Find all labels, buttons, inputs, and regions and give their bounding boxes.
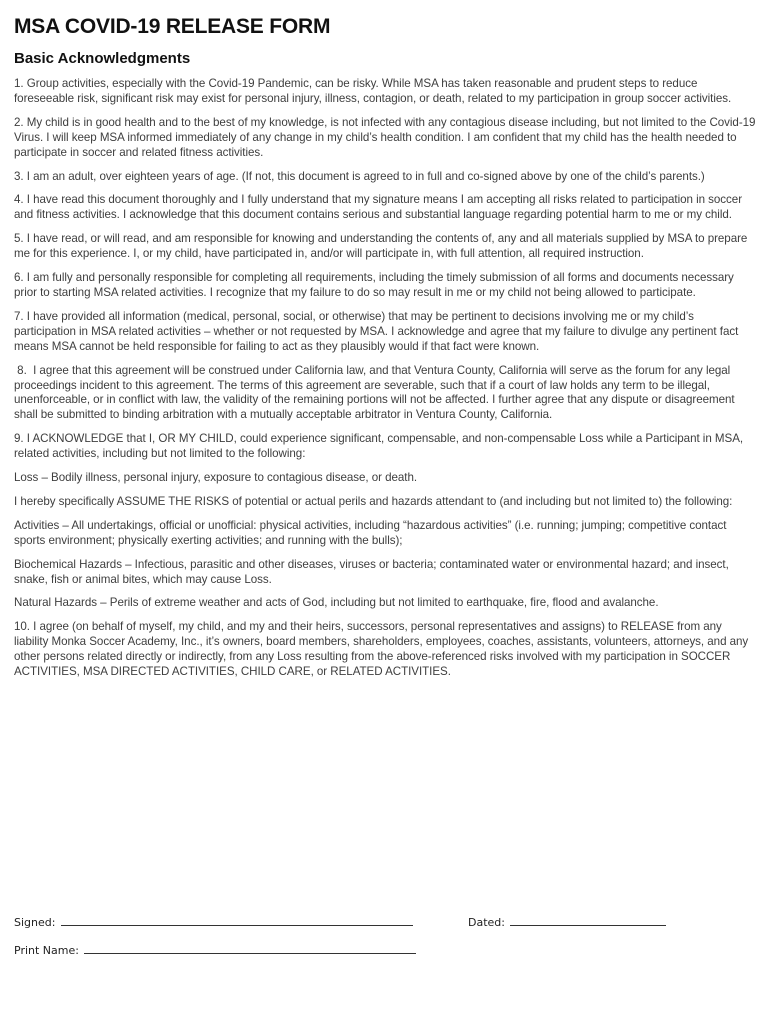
assume-risks: I hereby specifically ASSUME THE RISKS of potential or actual perils and hazards attendant to (and including but not limited to) the following: [14, 494, 733, 508]
date-line[interactable] [510, 914, 666, 926]
paragraph-5: 5. I have read, or will read, and am responsible for knowing and understanding the contents of, any and all materials supplied by MSA to prepare me for this experience. I, or my child, have participated in, and/or will participate in, with full attention, all required instruction. [14, 232, 748, 261]
section-heading: Basic Acknowledgments [14, 50, 191, 67]
paragraph-10: 10. I agree (on behalf of myself, my child, and my and their heirs, successors, personal representatives and assigns) to RELEASE from any liability Monka Soccer Academy, Inc., it’s owners, board members, shareholders, employees, coaches, assistants, volunteers, attorneys, and any other persons related directly or indirectly, from any Loss resulting from the above-referenced risks involved with my participation in SOCCER ACTIVITIES, MSA DIRECTED ACTIVITIES, CHILD CARE, or RELATED ACTIVITIES. [14, 620, 749, 679]
dated-field [468, 914, 666, 932]
natural-hazards-definition: Natural Hazards – Perils of extreme weather and acts of God, including but not limited to earthquake, fire, flood and avalanche. [14, 596, 659, 610]
loss-definition: Loss – Bodily illness, personal injury, exposure to contagious disease, or death. [14, 471, 418, 485]
paragraph-1: 1. Group activities, especially with the Covid-19 Pandemic, can be risky. While MSA has taken reasonable and prudent steps to reduce foreseeable risk, significant risk may exist for personal injury, illness, contagion, or death, related to my participation in group soccer activities. [14, 77, 732, 105]
paragraph-3: 3. I am an adult, over eighteen years of age. (If not, this document is agreed to in full and co-signed above by one of the child’s parents.) [14, 169, 705, 183]
dated-label: Dated: [468, 916, 505, 929]
paragraph-9: 9. I ACKNOWLEDGE that I, OR MY CHILD, could experience significant, compensable, and non-compensable Loss while a Participant in MSA, related activities, including but not limited to the following: [14, 432, 744, 461]
biochemical-hazards-definition: Biochemical Hazards – Infectious, parasitic and other diseases, viruses or bacteria; contaminated water or environmental hazard; and insect, snake, fish or animal bites, which may cause Loss. [14, 557, 729, 586]
print-name-label: Print Name: [14, 944, 79, 957]
signed-row [14, 914, 758, 932]
paragraph-7: 7. I have provided all information (medical, personal, social, or otherwise) that may be pertinent to decisions involving me or my child’s participation in MSA related activities – whether or not requested by MSA. I acknowledge and agree that my failure to divulge any pertinent fact means MSA cannot be held responsible for failing to act as they plausibly would if that fact were known. [14, 309, 739, 353]
paragraph-8: 8. I agree that this agreement will be construed under California law, and that Ventura County, California will serve as the forum for any legal proceedings incident to this agreement. The terms of this agreement are severable, such that if a court of law holds any term to be illegal, unenforceable, or in conflict with law, the validity of the remaining portions will not be affected. I further agree that any dispute or disagreement shall be submitted to binding arbitration with a mutually acceptable arbitrator in Ventura County, California. [14, 363, 738, 422]
paragraph-2: 2. My child is in good health and to the best of my knowledge, is not infected with any contagious disease including, but not limited to the Covid-19 Virus. I will keep MSA informed immediately of any change in my child’s health condition. I am confident that my child has the health needed to participate in soccer and related fitness activities. [14, 115, 756, 159]
paragraph-6: 6. I am fully and personally responsible for completing all requirements, including the timely submission of all forms and documents necessary prior to starting MSA related activities. I recognize that my failure to do so may result in me or my child not being allowed to participate. [14, 271, 734, 299]
signature-line[interactable] [61, 914, 413, 926]
activities-definition: Activities – All undertakings, official or unofficial: physical activities, including “hazardous activities” (i.e. running; jumping; competitive contact sports environment; physically exerting activities; and running with the bulls); [14, 518, 727, 547]
page-title: MSA COVID-19 RELEASE FORM [14, 15, 331, 38]
signed-label: Signed: [14, 916, 56, 929]
print-name-row [14, 942, 758, 960]
print-name-line[interactable] [84, 942, 416, 954]
signature-block [14, 914, 758, 960]
release-form [14, 14, 758, 680]
paragraph-4: 4. I have read this document thoroughly and I fully understand that my signature means I am accepting all risks related to participation in soccer and fitness activities. I acknowledge that this document contains serious and substantial language regarding potential harm to me or my child. [14, 193, 743, 222]
